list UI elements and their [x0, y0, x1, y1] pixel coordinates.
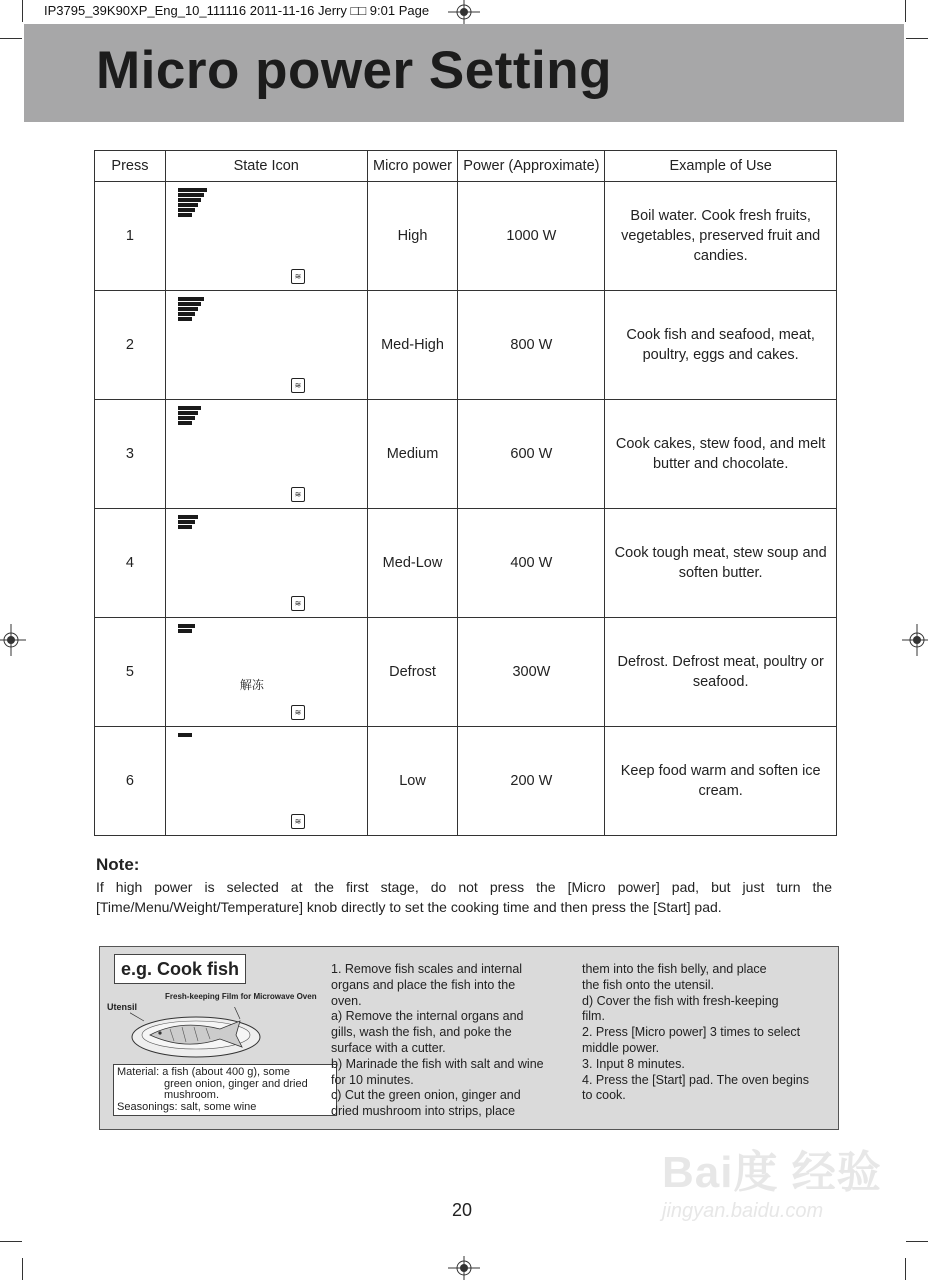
- crop-mark-bottom-left-h: [0, 1241, 22, 1242]
- registration-mark-top-icon: [448, 0, 480, 24]
- fish-on-dish-illustration-icon: [130, 1007, 265, 1062]
- microwave-icon: ≋: [291, 814, 305, 829]
- steps-column-2: [582, 962, 809, 1104]
- power-bar: [178, 406, 201, 410]
- power-level-bars-icon: [178, 188, 207, 218]
- step-line: a) Remove the internal organs and: [331, 1009, 524, 1024]
- registration-mark-left-icon: [0, 624, 26, 656]
- power-watts: 400 W: [458, 509, 605, 618]
- crop-mark-top-left-h: [0, 38, 22, 39]
- power-level-bars-icon: [178, 297, 204, 322]
- step-line: dried mushroom into strips, place: [331, 1104, 516, 1119]
- step-line: middle power.: [582, 1040, 660, 1055]
- page-number: 20: [452, 1200, 473, 1220]
- power-bar: [178, 317, 192, 321]
- state-icon-cell: [165, 618, 367, 727]
- crop-mark-top-right-h: [906, 38, 928, 39]
- power-bar: [178, 733, 192, 737]
- step-line: c) Cut the green onion, ginger and: [331, 1088, 521, 1103]
- registration-mark-right-icon: [902, 624, 928, 656]
- power-bar: [178, 213, 192, 217]
- column-header: Example of Use: [605, 151, 837, 182]
- crop-mark-bottom-right-h: [906, 1241, 928, 1242]
- press-count: 4: [95, 509, 166, 618]
- material-line: Seasonings: salt, some wine: [117, 1100, 257, 1113]
- microwave-icon: ≋: [291, 269, 305, 284]
- example-of-use: Cook tough meat, stew soup and soften butter.: [605, 509, 837, 618]
- power-bar: [178, 411, 198, 415]
- press-count: 2: [95, 291, 166, 400]
- crop-mark-bottom-left-v: [22, 1258, 23, 1280]
- table-header-row: [95, 151, 837, 182]
- page-title: Micro power Setting: [96, 41, 612, 100]
- power-bar: [178, 312, 195, 316]
- step-line: 4. Press the [Start] pad. The oven begins: [582, 1072, 809, 1087]
- power-bar: [178, 188, 207, 192]
- defrost-label: 解冻: [239, 678, 264, 692]
- power-bar: [178, 416, 195, 420]
- power-bar: [178, 208, 195, 212]
- microwave-icon: ≋: [291, 596, 305, 611]
- table-row: [95, 509, 837, 618]
- table-row: [95, 727, 837, 836]
- power-watts: 300W: [458, 618, 605, 727]
- column-header: Power (Approximate): [458, 151, 605, 182]
- micro-power-level: Med-Low: [367, 509, 458, 618]
- power-bar: [178, 198, 201, 202]
- film-label: Fresh-keeping Film for Microwave Oven: [165, 992, 317, 1001]
- watermark-brand: Bai度 经验: [662, 1148, 882, 1197]
- cook-fish-example-box: [99, 946, 839, 1130]
- column-header: State Icon: [165, 151, 367, 182]
- power-watts: 200 W: [458, 727, 605, 836]
- power-bar: [178, 520, 195, 524]
- power-bar: [178, 307, 198, 311]
- power-bar: [178, 421, 192, 425]
- material-list: [113, 1064, 337, 1116]
- power-watts: 800 W: [458, 291, 605, 400]
- step-line: d) Cover the fish with fresh-keeping: [582, 993, 779, 1008]
- column-header: Micro power: [367, 151, 458, 182]
- step-line: oven.: [331, 993, 362, 1008]
- steps-column-1: [331, 962, 544, 1120]
- power-watts: 1000 W: [458, 182, 605, 291]
- step-line: them into the fish belly, and place: [582, 962, 767, 976]
- crop-mark-top-left-v: [22, 0, 23, 22]
- print-header-line: IP3795_39K90XP_Eng_10_111116 2011-11-16 Jerry □□ 9:01 Page: [44, 3, 430, 18]
- press-count: 1: [95, 182, 166, 291]
- power-bar: [178, 629, 192, 633]
- power-bar: [178, 203, 198, 207]
- step-line: film.: [582, 1009, 605, 1024]
- note-text: If high power is selected at the first stage, do not press the [Micro power] pad, but just turn the [Time/Menu/Weight/Temperature] knob directly to set the cooking time and then press the [Start] pad.: [96, 879, 832, 915]
- example-of-use: Boil water. Cook fresh fruits, vegetables, preserved fruit and candies.: [605, 182, 837, 291]
- step-line: b) Marinade the fish with salt and wine: [331, 1056, 544, 1071]
- utensil-label: Utensil: [107, 1002, 138, 1012]
- table-row: [95, 618, 837, 727]
- micro-power-level: High: [367, 182, 458, 291]
- material-line: mushroom.: [164, 1089, 220, 1101]
- step-line: 2. Press [Micro power] 3 times to select: [582, 1025, 801, 1040]
- step-line: 1. Remove fish scales and internal: [331, 962, 523, 976]
- state-icon-cell: [165, 509, 367, 618]
- step-line: organs and place the fish into the: [331, 977, 516, 992]
- state-icon-cell: [165, 182, 367, 291]
- table-row: [95, 291, 837, 400]
- microwave-icon: ≋: [291, 705, 305, 720]
- column-header: Press: [95, 151, 166, 182]
- state-icon-cell: [165, 291, 367, 400]
- step-line: the fish onto the utensil.: [582, 977, 715, 992]
- registration-mark-bottom-icon: [448, 1256, 480, 1280]
- power-bar: [178, 624, 195, 628]
- micro-power-level: Med-High: [367, 291, 458, 400]
- power-level-bars-icon: [178, 624, 195, 634]
- power-level-bars-icon: [178, 733, 192, 738]
- power-bar: [178, 525, 192, 529]
- power-level-bars-icon: [178, 406, 201, 426]
- step-line: for 10 minutes.: [331, 1072, 414, 1087]
- micro-power-level: Defrost: [367, 618, 458, 727]
- power-bar: [178, 302, 201, 306]
- power-bar: [178, 515, 198, 519]
- power-bar: [178, 297, 204, 301]
- example-of-use: Cook cakes, stew food, and melt butter and chocolate.: [605, 400, 837, 509]
- state-icon-cell: [165, 727, 367, 836]
- press-count: 3: [95, 400, 166, 509]
- example-of-use: Keep food warm and soften ice cream.: [605, 727, 837, 836]
- power-level-bars-icon: [178, 515, 198, 530]
- step-line: gills, wash the fish, and poke the: [331, 1025, 512, 1040]
- example-of-use: Defrost. Defrost meat, poultry or seafood.: [605, 618, 837, 727]
- crop-mark-top-right-v: [905, 0, 906, 22]
- microwave-icon: ≋: [291, 378, 305, 393]
- step-line: surface with a cutter.: [331, 1040, 446, 1055]
- material-line: green onion, ginger and dried: [164, 1077, 308, 1090]
- microwave-icon: ≋: [291, 487, 305, 502]
- state-icon-cell: [165, 400, 367, 509]
- watermark-url: jingyan.baidu.com: [662, 1200, 824, 1222]
- micro-power-table: [94, 150, 837, 836]
- micro-power-level: Low: [367, 727, 458, 836]
- crop-mark-bottom-right-v: [905, 1258, 906, 1280]
- press-count: 6: [95, 727, 166, 836]
- micro-power-level: Medium: [367, 400, 458, 509]
- step-line: 3. Input 8 minutes.: [582, 1056, 685, 1071]
- power-watts: 600 W: [458, 400, 605, 509]
- press-count: 5: [95, 618, 166, 727]
- table-row: [95, 400, 837, 509]
- note-title: Note:: [96, 855, 140, 874]
- step-line: to cook.: [582, 1088, 626, 1103]
- example-title: e.g. Cook fish: [114, 954, 246, 984]
- table-row: [95, 182, 837, 291]
- power-bar: [178, 193, 204, 197]
- baidu-watermark: [662, 1148, 882, 1224]
- material-line: Material: a fish (about 400 g), some: [117, 1066, 291, 1078]
- example-of-use: Cook fish and seafood, meat, poultry, eggs and cakes.: [605, 291, 837, 400]
